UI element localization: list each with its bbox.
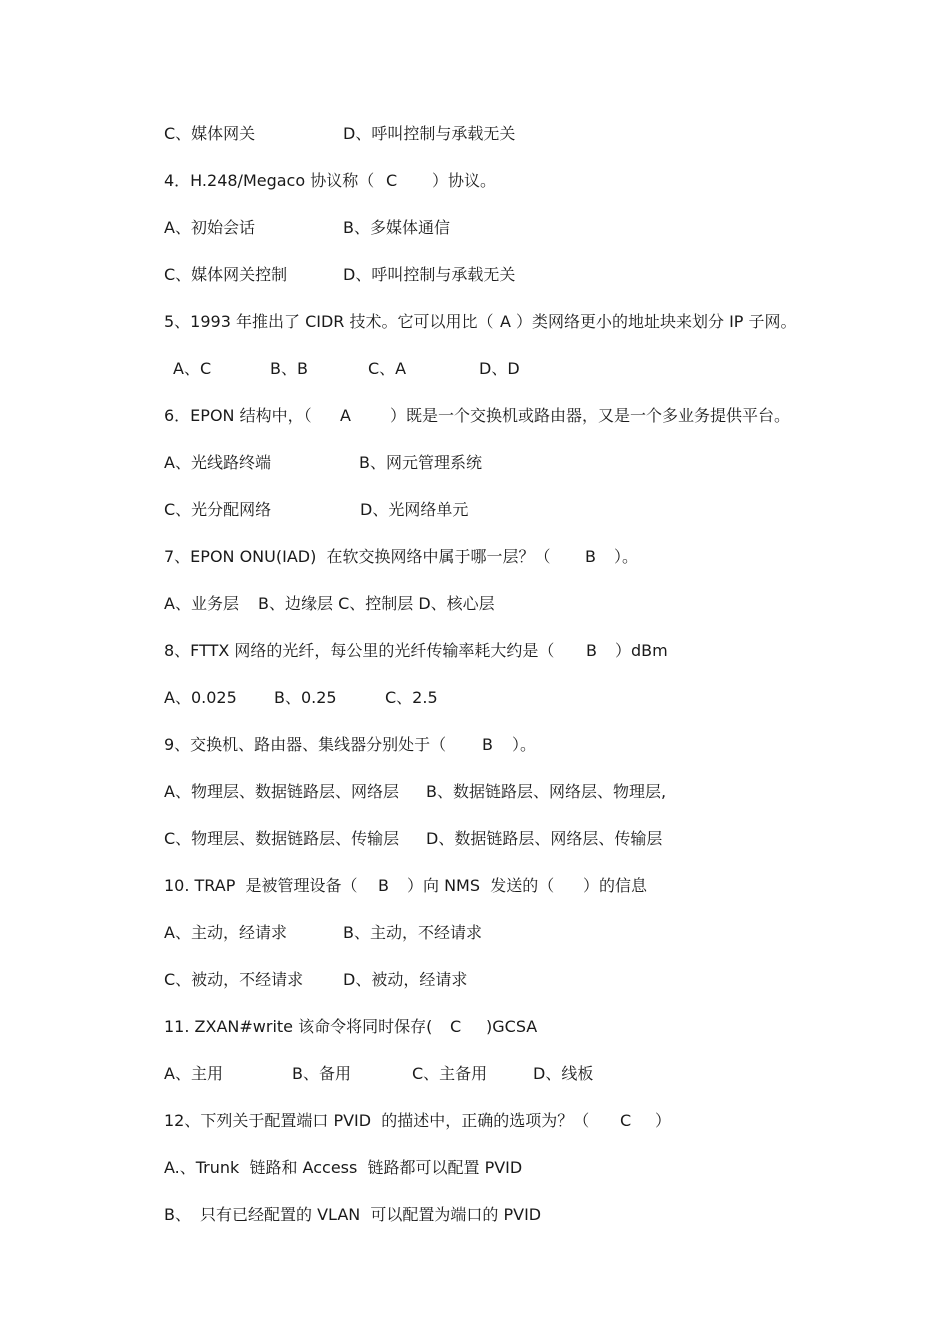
question-text: ）dBm (615, 641, 668, 660)
text-line (164, 263, 516, 287)
option-text: A、业务层 (164, 594, 239, 613)
option-text: C、主备用 (412, 1064, 488, 1083)
option-text: C、2.5 (385, 688, 438, 707)
option-text: B、备用 (292, 1064, 351, 1083)
question-text: 4．H.248/Megaco 协议称（ (164, 171, 375, 190)
question-line (164, 545, 639, 569)
option-text: C、媒体网关控制 (164, 265, 288, 284)
answer-text: B (378, 876, 389, 895)
answer-text: B (586, 641, 597, 660)
option-text: D、被动，经请求 (343, 970, 468, 989)
question-line (164, 404, 791, 428)
option-text: A、主用 (164, 1064, 223, 1083)
answer-text: C (620, 1111, 632, 1130)
question-text: 7、EPON ONU(IAD) 在软交换网络中属于哪一层？（ (164, 547, 551, 566)
text-line (164, 1062, 594, 1086)
text-line (164, 780, 667, 804)
option-text: 只有已经配置的 VLAN 可以配置为端口的 PVID (200, 1205, 542, 1224)
option-text: D、数据链路层、网络层、传输层 (426, 829, 663, 848)
question-text: ）协议。 (432, 171, 497, 190)
question-text: 6．EPON 结构中，（ (164, 406, 312, 425)
option-text: C、物理层、数据链路层、传输层 (164, 829, 400, 848)
text-line (164, 1156, 523, 1180)
question-text: ）的信息 (583, 876, 648, 895)
option-text: D、线板 (533, 1064, 594, 1083)
option-text: C、A (368, 359, 407, 378)
answer-text: A (500, 312, 511, 331)
option-text: B、主动，不经请求 (343, 923, 482, 942)
option-text: D、呼叫控制与承载无关 (343, 265, 516, 284)
question-line (164, 874, 648, 898)
question-text: 5、1993 年推出了 CIDR 技术。它可以用比（ (164, 312, 494, 331)
question-line (164, 1109, 672, 1133)
text-line (164, 921, 482, 945)
option-text: A、物理层、数据链路层、网络层 (164, 782, 399, 801)
question-text: ）向 NMS 发送的（ (407, 876, 555, 895)
text-line (164, 592, 495, 616)
text-line (164, 686, 438, 710)
option-text: B、0.25 (274, 688, 337, 707)
text-line (164, 1203, 542, 1227)
question-text: 11. ZXAN#write 该命令将同时保存( (164, 1017, 433, 1036)
option-text: B、B (270, 359, 308, 378)
answer-text: B (482, 735, 493, 754)
option-text: B、网元管理系统 (359, 453, 482, 472)
option-text: A、初始会话 (164, 218, 255, 237)
answer-text: B (585, 547, 596, 566)
option-text: B、数据链路层、网络层、物理层, (426, 782, 667, 801)
text-line (164, 216, 450, 240)
option-text: A、C (173, 359, 212, 378)
option-text: D、D (479, 359, 520, 378)
text-line (164, 498, 469, 522)
text-line (164, 451, 482, 475)
question-line (164, 639, 668, 663)
question-text: 8、FTTX 网络的光纤，每公里的光纤传输率耗大约是（ (164, 641, 555, 660)
question-line (164, 1015, 538, 1039)
option-text: D、光网络单元 (360, 500, 469, 519)
option-text: C、被动，不经请求 (164, 970, 304, 989)
question-text: )GCSA (486, 1017, 538, 1036)
question-text: 9、交换机、路由器、集线器分别处于（ (164, 735, 447, 754)
option-text: A.、Trunk 链路和 Access 链路都可以配置 PVID (164, 1158, 523, 1177)
question-text: ）。 (512, 735, 537, 754)
question-line (164, 733, 537, 757)
text-line (164, 827, 663, 851)
question-text: ） (655, 1111, 672, 1130)
question-text: 10. TRAP 是被管理设备（ (164, 876, 358, 895)
option-text: A、0.025 (164, 688, 237, 707)
text-line (164, 968, 468, 992)
question-text: 12、下列关于配置端口 PVID 的描述中，正确的选项为？（ (164, 1111, 590, 1130)
question-text: ）类网络更小的地址块来划分 IP 子网。 (516, 312, 797, 331)
option-text: B、 (164, 1205, 191, 1224)
question-line (164, 169, 497, 193)
option-text: A、光线路终端 (164, 453, 271, 472)
text-line (164, 122, 516, 146)
question-text: ）。 (614, 547, 639, 566)
question-text: ）既是一个交换机或路由器，又是一个多业务提供平台。 (390, 406, 791, 425)
option-text: C、光分配网络 (164, 500, 272, 519)
option-text: D、呼叫控制与承载无关 (343, 124, 516, 143)
answer-text: C (450, 1017, 462, 1036)
option-text: B、多媒体通信 (343, 218, 450, 237)
answer-text: C (386, 171, 398, 190)
option-text: C、媒体网关 (164, 124, 256, 143)
option-text: B、边缘层 C、控制层 D、核心层 (258, 594, 495, 613)
option-text: A、主动，经请求 (164, 923, 287, 942)
answer-text: A (340, 406, 351, 425)
question-line (164, 310, 797, 334)
text-line (173, 357, 520, 381)
